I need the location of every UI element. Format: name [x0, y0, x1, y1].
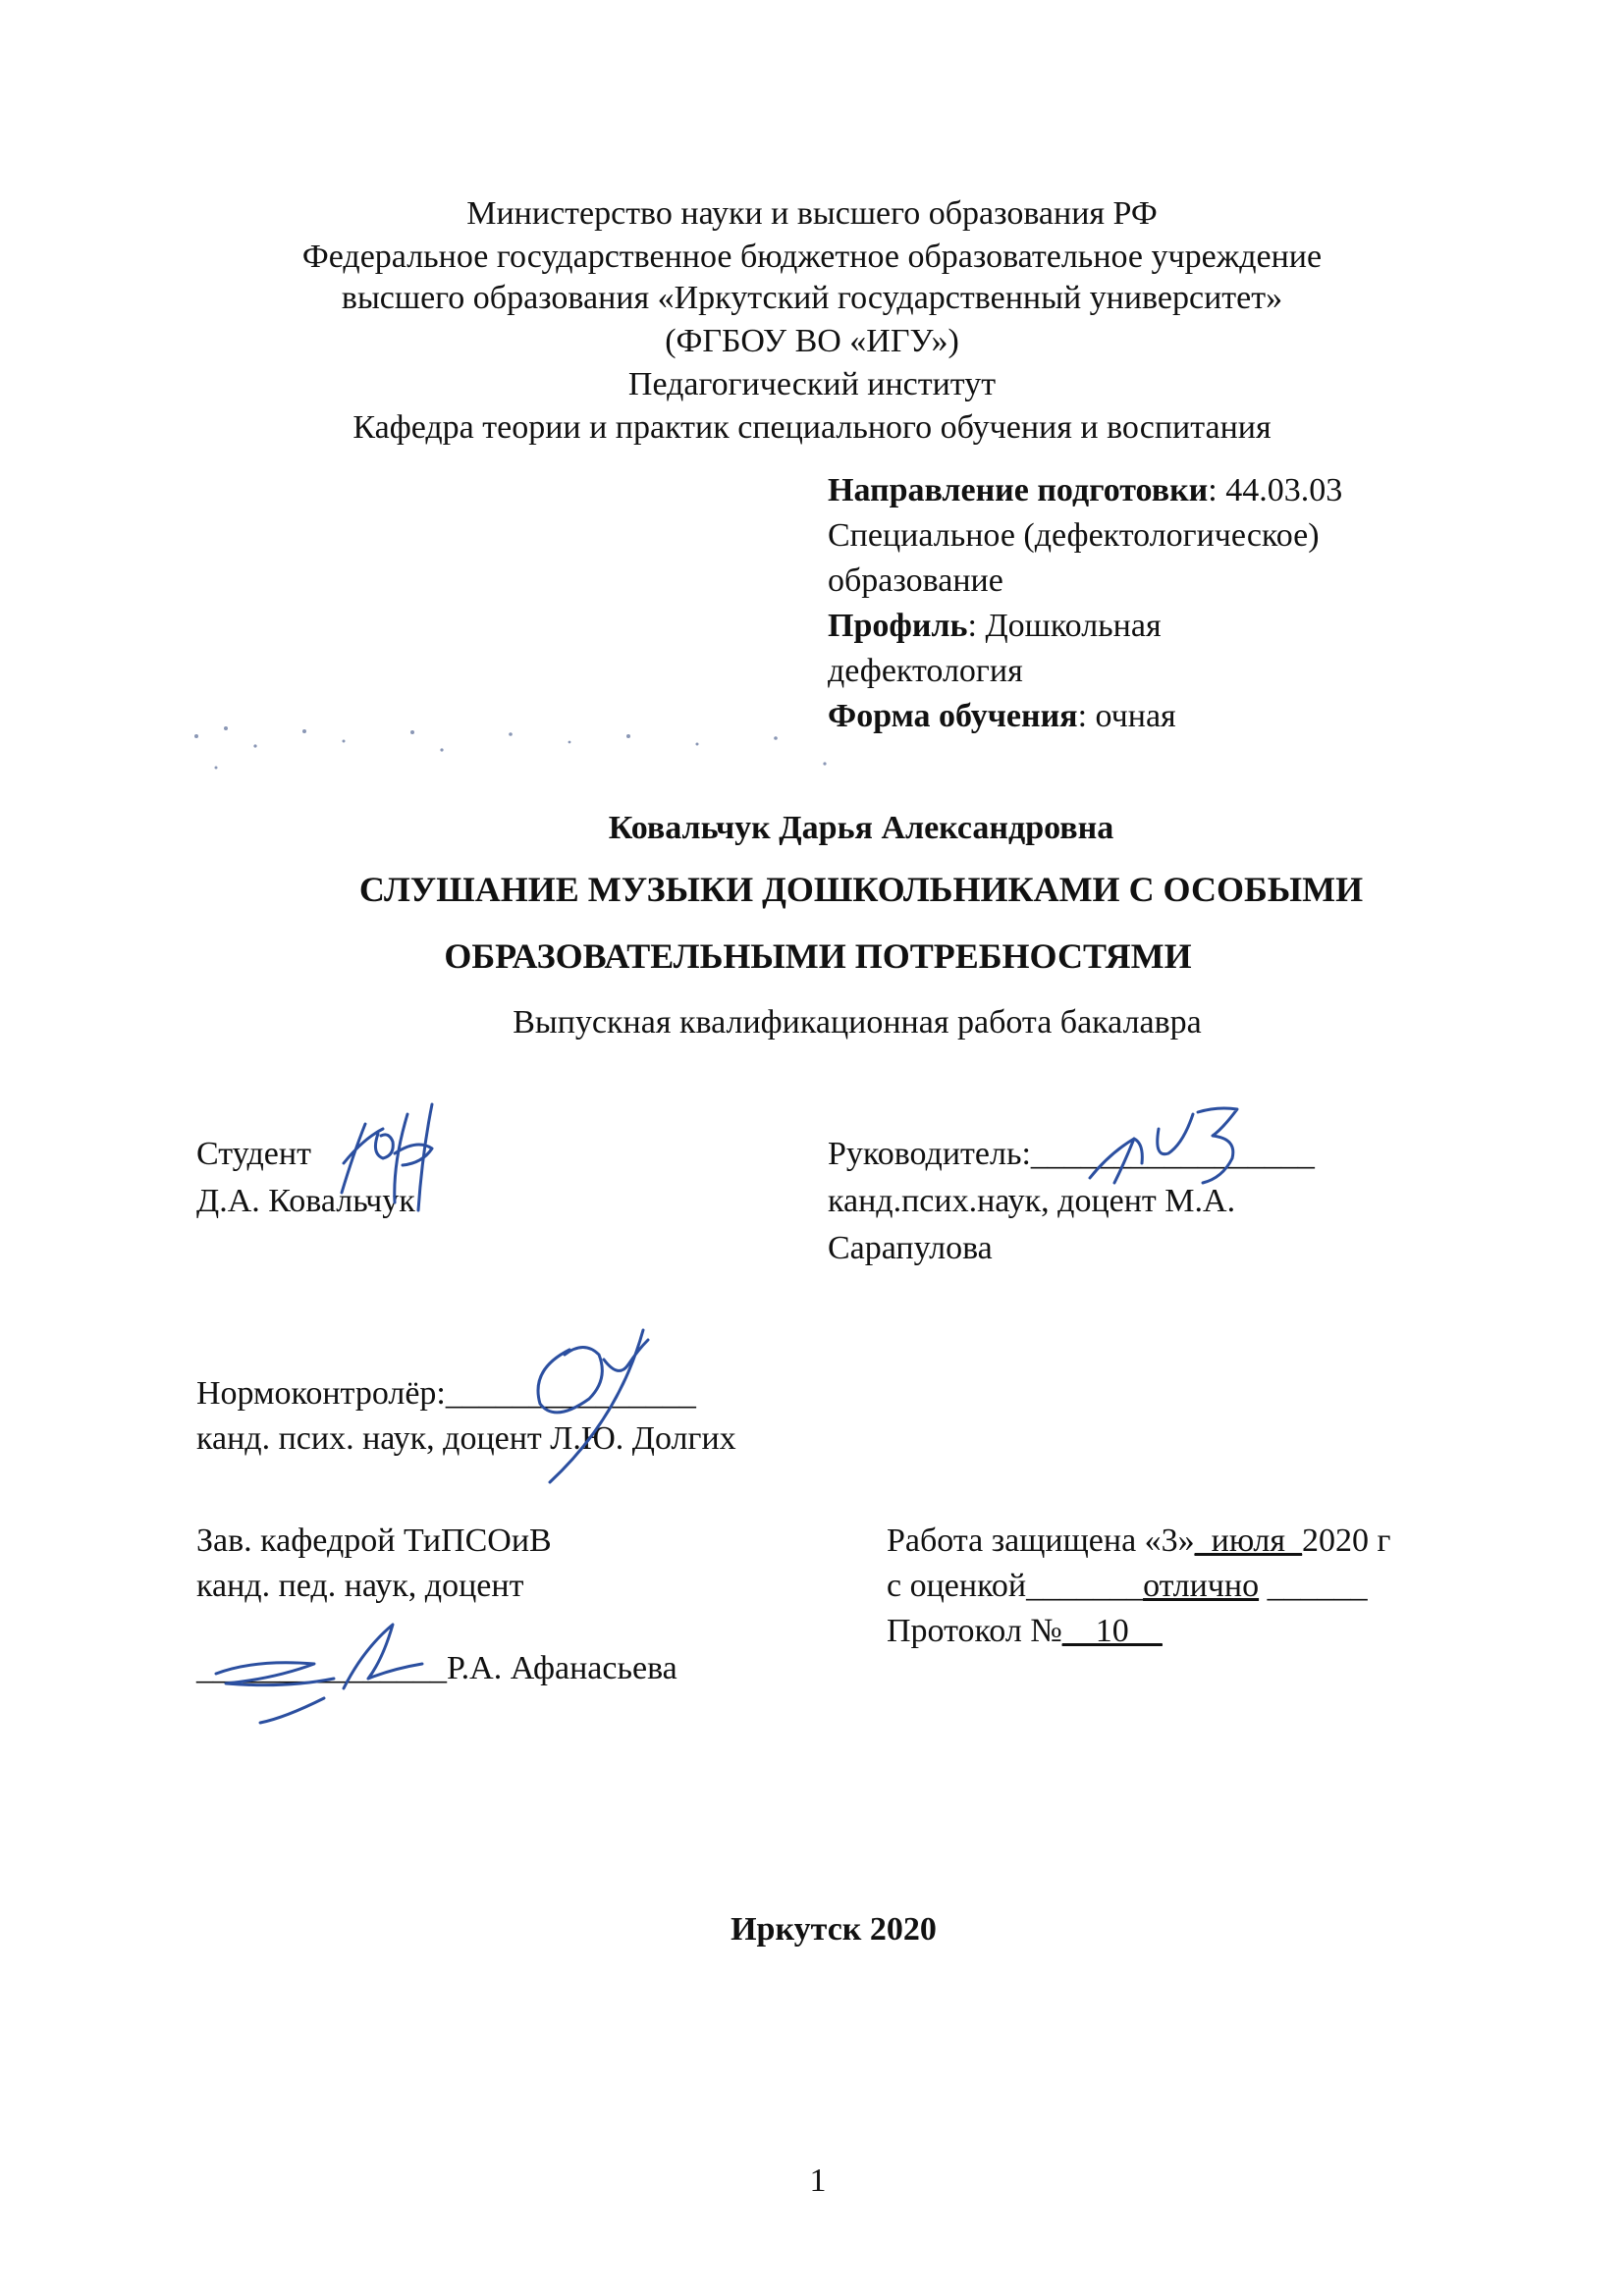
head-of-dept-signature	[196, 1610, 471, 1728]
supervisor-title: канд.псих.наук, доцент М.А.	[828, 1183, 1236, 1219]
work-type: Выпускная квалификационная работа бакалавра	[513, 1004, 1202, 1041]
institute-name: Педагогический институт	[627, 366, 997, 402]
profile-line	[828, 605, 1162, 648]
student-name: Д.А. Ковальчук	[196, 1183, 415, 1219]
normcontrol-signature	[511, 1310, 677, 1487]
direction-value: : 44.03.03	[1208, 472, 1343, 508]
profile-line-2: дефектология	[828, 653, 1023, 689]
direction-line	[828, 469, 1342, 512]
head-of-dept-position: Зав. кафедрой ТиПСОиВ	[196, 1522, 552, 1559]
normcontrol-label: Нормоконтролёр:	[196, 1375, 446, 1412]
institution-line-2: высшего образования «Иркутский государственный университет»	[341, 280, 1283, 316]
normcontrol-signature-blank: _______________	[445, 1375, 696, 1412]
supervisor-surname: Сарапулова	[828, 1230, 993, 1266]
protocol-prefix: Протокол №	[887, 1613, 1062, 1649]
protocol-number: __10__	[1061, 1613, 1163, 1649]
department-name: Кафедра теории и практик специального обучения и воспитания	[352, 409, 1272, 446]
defense-year: 2020 г	[1302, 1522, 1391, 1559]
university-abbreviation: (ФГБОУ ВО «ИГУ»)	[665, 323, 959, 359]
defense-month: _июля_	[1194, 1522, 1303, 1559]
author-name: Ковальчук Дарья Александровна	[608, 810, 1114, 846]
thesis-title-line-1: СЛУШАНИЕ МУЗЫКИ ДОШКОЛЬНИКАМИ С ОСОБЫМИ	[358, 870, 1364, 909]
supervisor-signature-blank: _________________	[1030, 1136, 1315, 1172]
grade-prefix: с оценкой	[887, 1568, 1027, 1604]
protocol-line	[887, 1610, 1163, 1653]
defense-grade-line	[887, 1565, 1368, 1608]
grade-blank: _______	[1026, 1568, 1144, 1604]
scan-noise-specks	[187, 707, 874, 785]
supervisor-label: Руководитель:	[828, 1136, 1031, 1172]
page-number: 1	[809, 2163, 827, 2199]
head-of-dept-title: канд. пед. наук, доцент	[196, 1568, 524, 1604]
profile-label: Профиль	[828, 608, 968, 644]
ministry-line: Министерство науки и высшего образования РФ	[466, 195, 1158, 232]
student-label: Студент	[196, 1136, 311, 1172]
city-year: Иркутск 2020	[731, 1911, 937, 1948]
head-of-dept-name: Р.А. Афанасьева	[447, 1650, 677, 1686]
student-signature	[324, 1095, 471, 1212]
defense-date-prefix: Работа защищена «3»	[887, 1522, 1195, 1559]
grade-value: отлично	[1143, 1568, 1260, 1604]
direction-label: Направление подготовки	[828, 472, 1209, 508]
institution-line-1: Федеральное государственное бюджетное образовательное учреждение	[301, 239, 1323, 275]
grade-tail-blank: ______	[1259, 1568, 1368, 1604]
direction-line-2: Специальное (дефектологическое)	[828, 517, 1320, 554]
thesis-title-line-2: ОБРАЗОВАТЕЛЬНЫМИ ПОТРЕБНОСТЯМИ	[444, 936, 1192, 976]
profile-value: : Дошкольная	[967, 608, 1162, 644]
head-of-dept-signature-blank: _______________	[196, 1650, 447, 1686]
form-line	[828, 695, 1176, 738]
defense-date-line	[887, 1520, 1390, 1563]
supervisor-signature	[1075, 1085, 1291, 1202]
form-label: Форма обучения	[828, 698, 1078, 734]
direction-line-3: образование	[828, 562, 1003, 599]
form-value: : очная	[1077, 698, 1176, 734]
normcontrol-title: канд. псих. наук, доцент Л.Ю. Долгих	[196, 1420, 736, 1457]
